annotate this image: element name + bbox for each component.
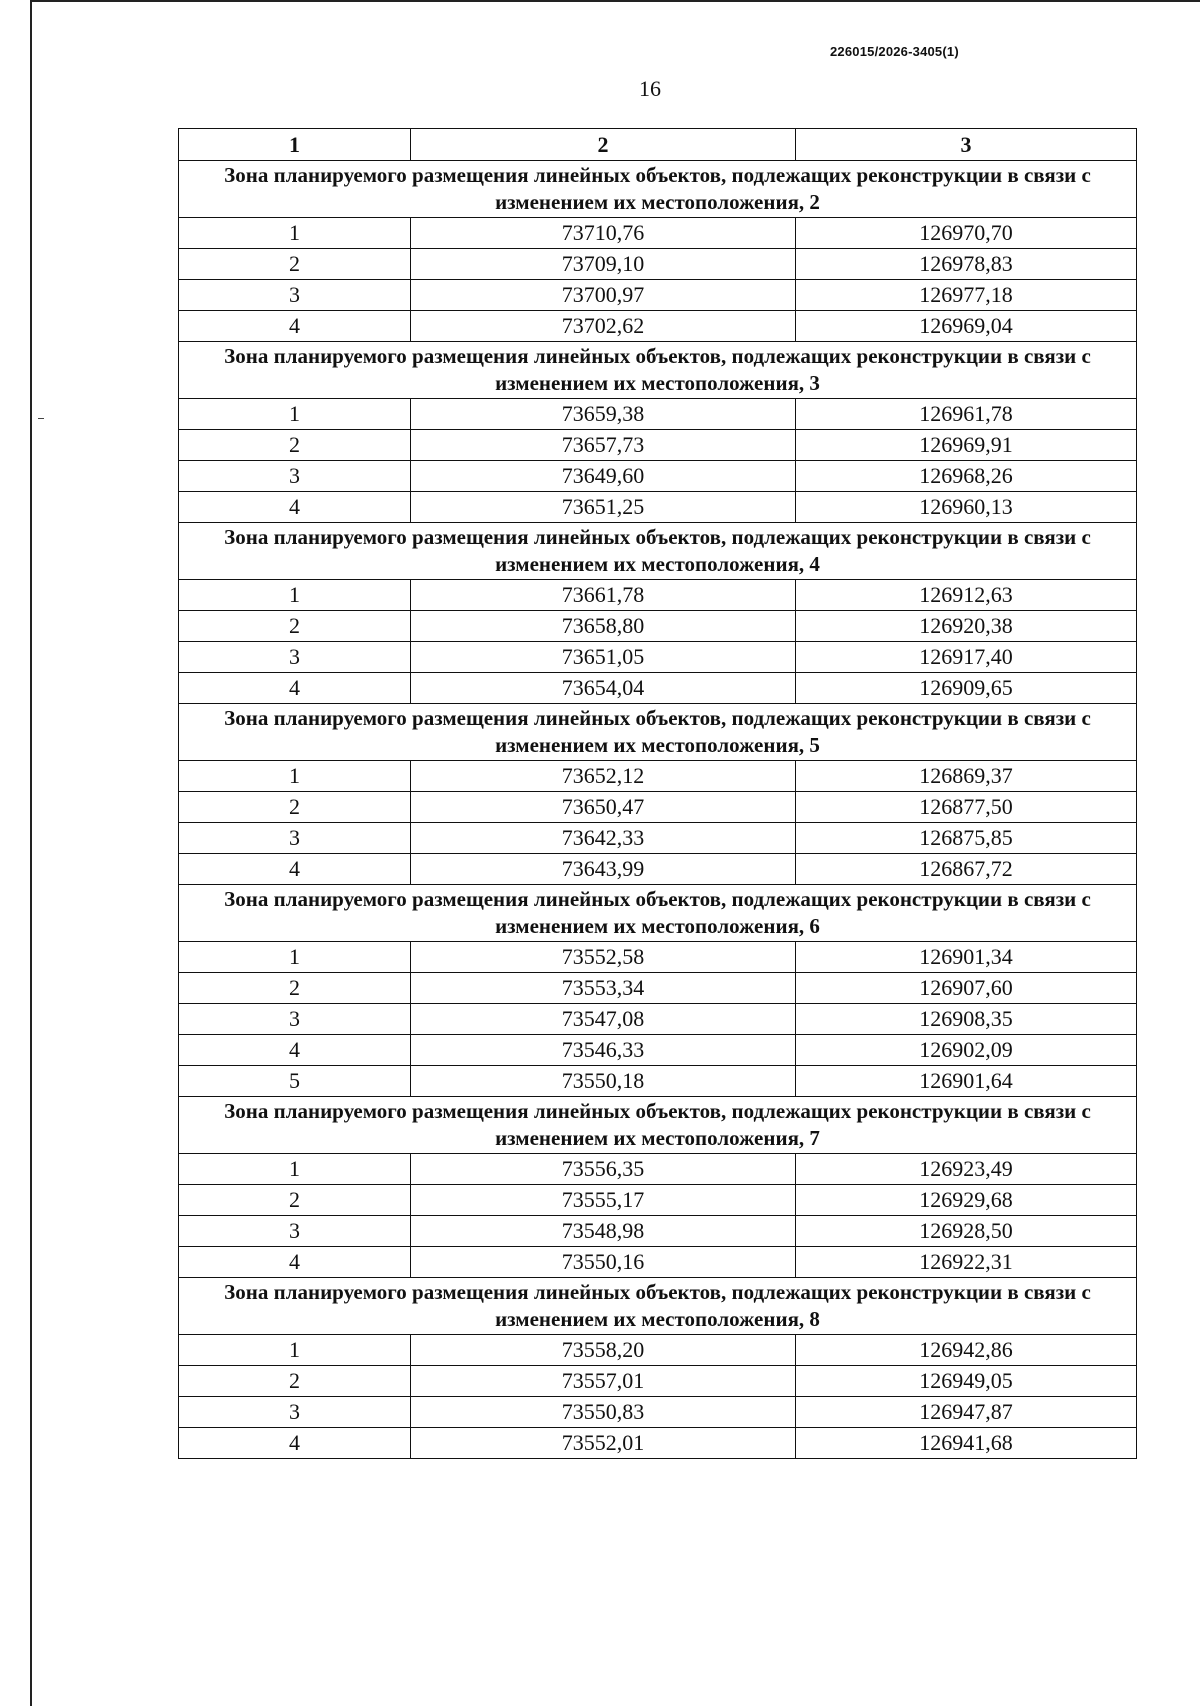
table-row: [179, 854, 1137, 885]
point-number: 3: [179, 1004, 411, 1035]
coordinate-x: 73652,12: [411, 761, 796, 792]
coordinate-y: 126960,13: [796, 492, 1137, 523]
zone-title: Зона планируемого размещения линейных объектов, подлежащих реконструкции в связи с изменением их местоположения, 4: [179, 523, 1137, 580]
point-number: 4: [179, 854, 411, 885]
table-row: [179, 792, 1137, 823]
coordinate-x: 73548,98: [411, 1216, 796, 1247]
zone-header-row: [179, 523, 1137, 580]
point-number: 2: [179, 430, 411, 461]
point-number: 2: [179, 973, 411, 1004]
point-number: 3: [179, 823, 411, 854]
coordinate-x: 73550,18: [411, 1066, 796, 1097]
coordinate-x: 73546,33: [411, 1035, 796, 1066]
point-number: 1: [179, 942, 411, 973]
coordinate-y: 126912,63: [796, 580, 1137, 611]
table-row: [179, 1397, 1137, 1428]
point-number: 4: [179, 1428, 411, 1459]
coordinate-y: 126869,37: [796, 761, 1137, 792]
coordinate-x: 73700,97: [411, 280, 796, 311]
zone-title: Зона планируемого размещения линейных объектов, подлежащих реконструкции в связи с изменением их местоположения, 5: [179, 704, 1137, 761]
coordinate-y: 126867,72: [796, 854, 1137, 885]
table-row: [179, 249, 1137, 280]
point-number: 2: [179, 1185, 411, 1216]
coordinate-x: 73550,83: [411, 1397, 796, 1428]
point-number: 5: [179, 1066, 411, 1097]
table-row: [179, 1154, 1137, 1185]
coordinates-table: [178, 128, 1137, 1459]
table-row: [179, 1335, 1137, 1366]
table-row: [179, 673, 1137, 704]
zone-title: Зона планируемого размещения линейных объектов, подлежащих реконструкции в связи с изменением их местоположения, 8: [179, 1278, 1137, 1335]
table-row: [179, 461, 1137, 492]
point-number: 2: [179, 792, 411, 823]
table-row: [179, 642, 1137, 673]
zone-header-row: [179, 1278, 1137, 1335]
point-number: 3: [179, 461, 411, 492]
coordinate-x: 73657,73: [411, 430, 796, 461]
table-row: [179, 1066, 1137, 1097]
coordinate-y: 126947,87: [796, 1397, 1137, 1428]
coordinate-x: 73643,99: [411, 854, 796, 885]
coordinate-y: 126909,65: [796, 673, 1137, 704]
coordinate-y: 126917,40: [796, 642, 1137, 673]
coordinate-y: 126929,68: [796, 1185, 1137, 1216]
coordinate-x: 73552,01: [411, 1428, 796, 1459]
point-number: 2: [179, 249, 411, 280]
zone-header-row: [179, 1097, 1137, 1154]
table-header-row: [179, 129, 1137, 161]
coordinate-x: 73709,10: [411, 249, 796, 280]
table-row: [179, 311, 1137, 342]
point-number: 2: [179, 611, 411, 642]
point-number: 1: [179, 761, 411, 792]
column-header: 3: [796, 129, 1137, 161]
coordinate-y: 126969,04: [796, 311, 1137, 342]
coordinate-y: 126968,26: [796, 461, 1137, 492]
coordinate-y: 126901,34: [796, 942, 1137, 973]
coordinate-x: 73650,47: [411, 792, 796, 823]
column-header: 1: [179, 129, 411, 161]
point-number: 3: [179, 642, 411, 673]
coordinate-y: 126977,18: [796, 280, 1137, 311]
table-row: [179, 492, 1137, 523]
table-row: [179, 430, 1137, 461]
point-number: 3: [179, 280, 411, 311]
page-number: 16: [639, 76, 661, 101]
point-number: 3: [179, 1397, 411, 1428]
coordinate-x: 73558,20: [411, 1335, 796, 1366]
coordinate-x: 73651,05: [411, 642, 796, 673]
coordinate-y: 126901,64: [796, 1066, 1137, 1097]
coordinate-y: 126949,05: [796, 1366, 1137, 1397]
coordinate-x: 73661,78: [411, 580, 796, 611]
coordinate-x: 73651,25: [411, 492, 796, 523]
point-number: 3: [179, 1216, 411, 1247]
point-number: 4: [179, 673, 411, 704]
coordinate-y: 126978,83: [796, 249, 1137, 280]
zone-header-row: [179, 704, 1137, 761]
coordinate-x: 73649,60: [411, 461, 796, 492]
coordinate-x: 73710,76: [411, 218, 796, 249]
coordinate-y: 126907,60: [796, 973, 1137, 1004]
point-number: 1: [179, 1335, 411, 1366]
scan-border-top: [30, 0, 1200, 2]
zone-title: Зона планируемого размещения линейных объектов, подлежащих реконструкции в связи с изменением их местоположения, 3: [179, 342, 1137, 399]
coordinate-x: 73654,04: [411, 673, 796, 704]
zone-header-row: [179, 885, 1137, 942]
point-number: 1: [179, 218, 411, 249]
coordinate-x: 73556,35: [411, 1154, 796, 1185]
point-number: 4: [179, 311, 411, 342]
coordinate-x: 73702,62: [411, 311, 796, 342]
coordinate-y: 126941,68: [796, 1428, 1137, 1459]
coordinate-x: 73552,58: [411, 942, 796, 973]
table-row: [179, 280, 1137, 311]
coordinate-y: 126908,35: [796, 1004, 1137, 1035]
table-body: [179, 161, 1137, 1459]
document-id: 226015/2026-3405(1): [830, 44, 959, 59]
coordinate-y: 126928,50: [796, 1216, 1137, 1247]
coordinate-y: 126970,70: [796, 218, 1137, 249]
coordinate-y: 126902,09: [796, 1035, 1137, 1066]
coordinate-x: 73555,17: [411, 1185, 796, 1216]
zone-title: Зона планируемого размещения линейных объектов, подлежащих реконструкции в связи с изменением их местоположения, 6: [179, 885, 1137, 942]
table-row: [179, 1366, 1137, 1397]
table-row: [179, 1035, 1137, 1066]
table-row: [179, 1428, 1137, 1459]
scan-border-left: [30, 0, 32, 1706]
zone-header-row: [179, 342, 1137, 399]
point-number: 1: [179, 580, 411, 611]
coordinate-x: 73553,34: [411, 973, 796, 1004]
table-row: [179, 1216, 1137, 1247]
table-row: [179, 942, 1137, 973]
point-number: 4: [179, 1035, 411, 1066]
coordinate-x: 73659,38: [411, 399, 796, 430]
table-row: [179, 1247, 1137, 1278]
coordinate-x: 73642,33: [411, 823, 796, 854]
coordinate-x: 73658,80: [411, 611, 796, 642]
zone-header-row: [179, 161, 1137, 218]
coordinate-y: 126877,50: [796, 792, 1137, 823]
coordinate-y: 126942,86: [796, 1335, 1137, 1366]
point-number: 2: [179, 1366, 411, 1397]
table-row: [179, 1185, 1137, 1216]
table-row: [179, 580, 1137, 611]
table-row: [179, 611, 1137, 642]
point-number: 4: [179, 492, 411, 523]
coordinate-y: 126961,78: [796, 399, 1137, 430]
table-row: [179, 823, 1137, 854]
margin-mark: [38, 418, 44, 419]
point-number: 1: [179, 399, 411, 430]
coordinate-x: 73557,01: [411, 1366, 796, 1397]
coordinate-y: 126922,31: [796, 1247, 1137, 1278]
point-number: 4: [179, 1247, 411, 1278]
table-row: [179, 973, 1137, 1004]
zone-title: Зона планируемого размещения линейных объектов, подлежащих реконструкции в связи с изменением их местоположения, 2: [179, 161, 1137, 218]
coordinate-y: 126920,38: [796, 611, 1137, 642]
coordinate-y: 126969,91: [796, 430, 1137, 461]
coordinate-x: 73547,08: [411, 1004, 796, 1035]
coordinate-y: 126875,85: [796, 823, 1137, 854]
coordinate-y: 126923,49: [796, 1154, 1137, 1185]
column-header: 2: [411, 129, 796, 161]
coordinate-x: 73550,16: [411, 1247, 796, 1278]
point-number: 1: [179, 1154, 411, 1185]
table-row: [179, 399, 1137, 430]
table-row: [179, 761, 1137, 792]
table-row: [179, 1004, 1137, 1035]
table-row: [179, 218, 1137, 249]
zone-title: Зона планируемого размещения линейных объектов, подлежащих реконструкции в связи с изменением их местоположения, 7: [179, 1097, 1137, 1154]
